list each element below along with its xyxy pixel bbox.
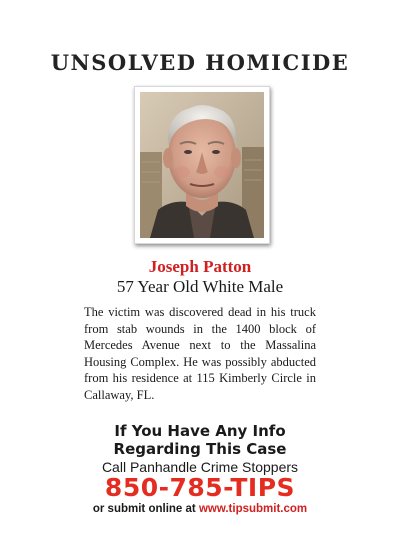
tipsubmit-link[interactable]: www.tipsubmit.com (198, 503, 308, 515)
case-description: The victim was discovered dead in his truck from stab wounds in the 1400 block of Mercedes Avenue next to the Massalina Housing Complex. He was possibly abducted from his residence at 115 Kimberly Circle in Callaway, FL. (84, 305, 316, 402)
tip-phone-number[interactable]: 850-785-TIPS (104, 473, 296, 502)
online-submit-line (0, 503, 400, 515)
victim-photo (140, 92, 264, 238)
online-prefix: or submit online at (92, 503, 196, 515)
victim-photo-frame (134, 86, 270, 244)
victim-name: Joseph Patton (148, 257, 252, 276)
cta-line-2: Regarding This Case (113, 440, 287, 458)
cta-line-1: If You Have Any Info (114, 422, 286, 440)
victim-description: 57 Year Old White Male (116, 277, 284, 296)
call-line: Call Panhandle Crime Stoppers (101, 459, 299, 475)
headline: UNSOLVED HOMICIDE (50, 50, 350, 75)
